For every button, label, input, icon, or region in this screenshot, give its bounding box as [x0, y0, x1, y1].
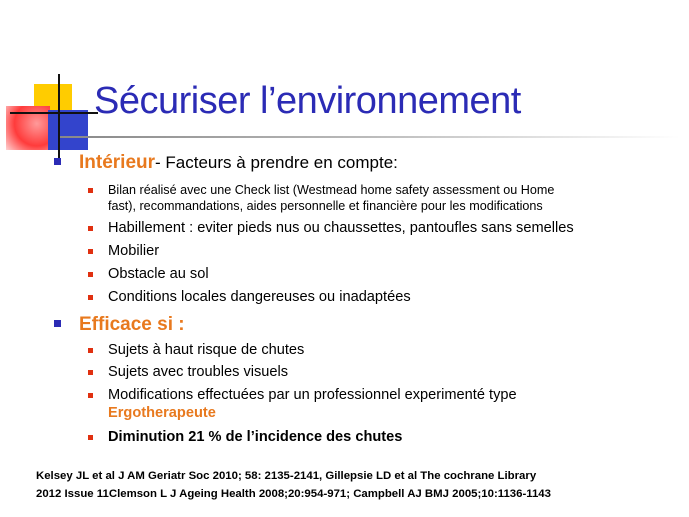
list-item [88, 288, 411, 306]
bullet-square-icon [88, 370, 93, 375]
bullet-square-icon [88, 295, 93, 300]
list-item-line: Modifications effectuées par un professionnel experimenté type [108, 387, 517, 403]
bullet-square-icon [88, 226, 93, 231]
list-item [88, 363, 288, 381]
list-item-text: Sujets à haut risque de chutes [108, 342, 305, 358]
title-underline [60, 136, 680, 138]
list-item-line: Bilan réalisé avec une Check list (Westmead home safety assessment ou Home [108, 183, 555, 197]
list-item-text: Sujets avec troubles visuels [108, 364, 289, 380]
bullet-square-icon [54, 158, 61, 165]
bullet-square-icon [88, 393, 93, 398]
section-heading: Efficace si : [79, 314, 185, 335]
list-item-text: Habillement : eviter pieds nus ou chaussettes, pantoufles sans semelles [108, 220, 574, 236]
section-interieur [54, 152, 398, 174]
vertical-line-decoration [58, 74, 60, 158]
list-item-text: Conditions locales dangereuses ou inadaptées [108, 289, 411, 305]
horizontal-line-decoration [10, 112, 98, 114]
list-item [88, 182, 554, 214]
list-item-line: fast), recommandations, aides personnelle et financière pour les modifications [108, 199, 543, 213]
slide-title: Sécuriser l’environnement [94, 80, 521, 122]
list-item-text: Obstacle au sol [108, 266, 209, 282]
section-heading: Intérieur [79, 152, 156, 173]
bullet-square-icon [88, 249, 93, 254]
reference-line: 2012 Issue 11Clemson L J Ageing Health 2008;20:954-971; Campbell AJ BMJ 2005;10:1136-1143 [36, 488, 551, 500]
bullet-square-icon [88, 188, 93, 193]
list-item-text: Diminution 21 % de l’incidence des chutes [108, 429, 403, 445]
list-item [88, 265, 209, 283]
bullet-square-icon [88, 435, 93, 440]
list-item [88, 242, 159, 260]
section-efficace [54, 314, 185, 336]
list-item [88, 386, 517, 422]
reference-line: Kelsey JL et al J AM Geriatr Soc 2010; 58: 2135-2141, Gillepsie LD et al The cochrane Library [36, 470, 537, 482]
list-item-highlight: Ergotherapeute [108, 405, 216, 421]
list-item [88, 219, 574, 237]
section-heading-suffix: - Facteurs à prendre en compte: [155, 153, 398, 172]
bullet-square-icon [54, 320, 61, 327]
bullet-square-icon [88, 272, 93, 277]
blue-square-decoration [48, 110, 88, 150]
list-item [88, 341, 304, 359]
bullet-square-icon [88, 348, 93, 353]
list-item [88, 428, 402, 446]
list-item-text: Mobilier [108, 243, 160, 259]
